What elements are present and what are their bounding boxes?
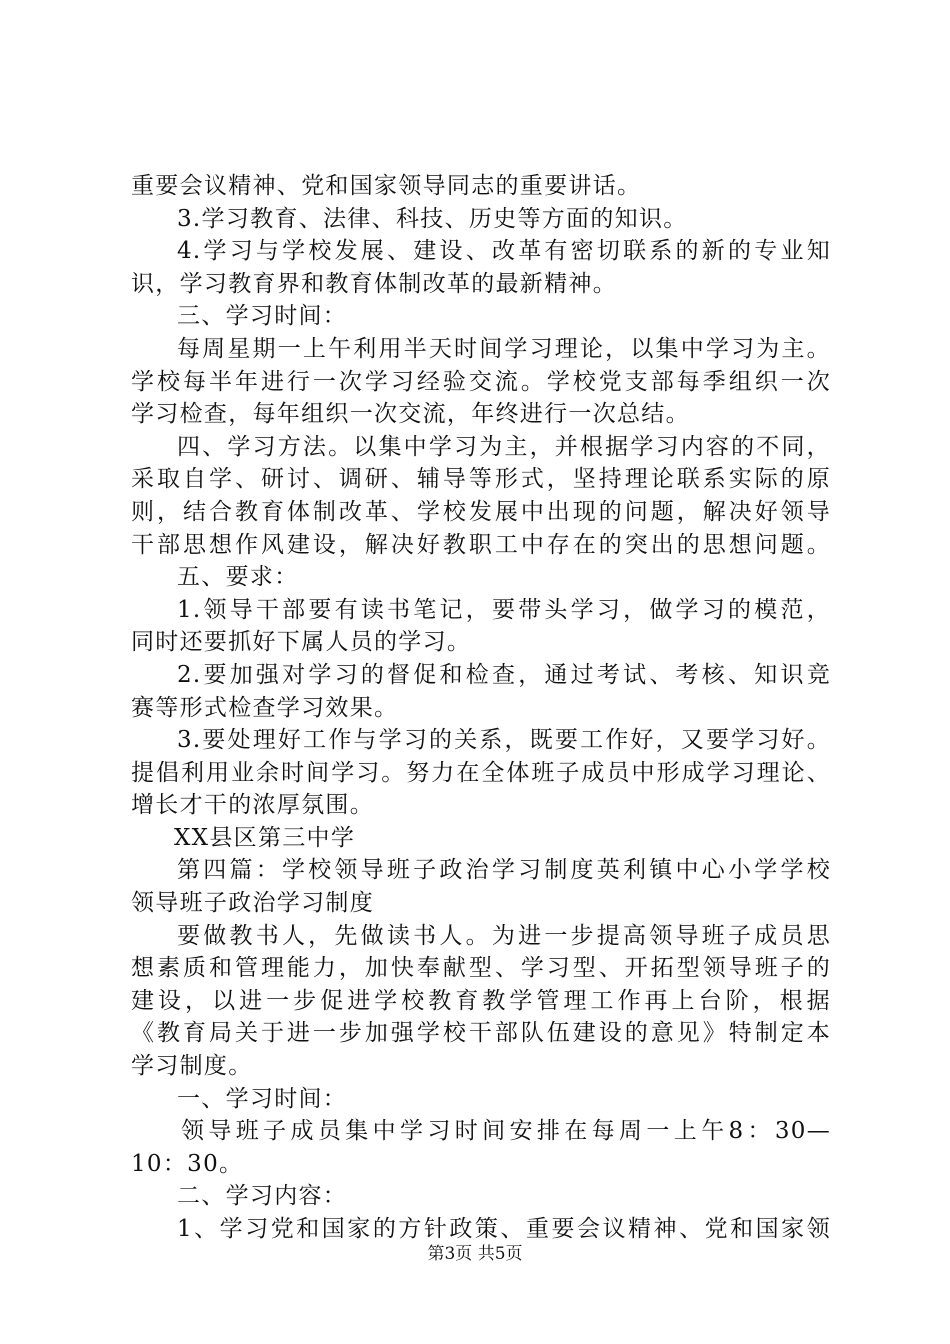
text-line: 4.学习与学校发展、建设、改革有密切联系的新的专业知 <box>177 238 831 265</box>
text-line: 领导班子成员集中学习时间安排在每周一上午8：30— <box>181 1118 831 1145</box>
text-line: 要做教书人，先做读书人。为进一步提高领导班子成员思 <box>177 922 831 949</box>
section-heading: 五、要求： <box>177 564 299 591</box>
text-line: 四、学习方法。以集中学习为主，并根据学习内容的不同， <box>177 433 831 460</box>
text-line: 同时还要抓好下属人员的学习。 <box>131 629 472 656</box>
text-line: 建设，以进一步促进学校教育教学管理工作再上台阶，根据 <box>131 987 831 1014</box>
text-line: 赛等形式检查学习效果。 <box>131 694 399 721</box>
text-line: 提倡利用业余时间学习。努力在全体班子成员中形成学习理论、 <box>131 759 831 786</box>
text-line: 3.要处理好工作与学习的关系，既要工作好，又要学习好。 <box>177 727 831 754</box>
text-line: 学校每半年进行一次学习经验交流。学校党支部每季组织一次 <box>131 368 831 395</box>
section-heading: 三、学习时间： <box>177 303 348 330</box>
text-line: 《教育局关于进一步加强学校干部队伍建设的意见》特制定本 <box>131 1020 831 1047</box>
text-line: 10：30。 <box>131 1150 244 1177</box>
text-line: 采取自学、研讨、调研、辅导等形式，坚持理论联系实际的原 <box>131 466 831 493</box>
text-line: 学习检查，每年组织一次交流，年终进行一次总结。 <box>131 401 690 428</box>
text-line: 学习制度。 <box>131 1053 253 1080</box>
text-line: 增长才干的浓厚氛围。 <box>131 792 374 819</box>
text-line: 每周星期一上午利用半天时间学习理论，以集中学习为主。 <box>177 335 831 362</box>
section-heading: 二、学习内容： <box>177 1183 348 1210</box>
text-line: 则，结合教育体制改革、学校发展中出现的问题，解决好领导 <box>131 498 831 525</box>
page-indicator: 第3页 共5页 <box>427 1244 523 1264</box>
text-line: 识，学习教育界和教育体制改革的最新精神。 <box>131 270 617 297</box>
text-line: 干部思想作风建设，解决好教职工中存在的突出的思想问题。 <box>131 531 831 558</box>
text-line: 2.要加强对学习的督促和检查，通过考试、考核、知识竞 <box>177 661 831 688</box>
text-line: 重要会议精神、党和国家领导同志的重要讲话。 <box>131 173 642 199</box>
school-name: XX县区第三中学 <box>174 824 356 851</box>
article-title-cont: 领导班子政治学习制度 <box>131 890 374 917</box>
text-line: 3.学习教育、法律、科技、历史等方面的知识。 <box>177 205 688 232</box>
document-body <box>131 170 831 1246</box>
article-title: 第四篇：学校领导班子政治学习制度英利镇中心小学学校 <box>177 857 831 884</box>
text-line: 想素质和管理能力，加快奉献型、学习型、开拓型领导班子的 <box>131 955 831 982</box>
text-line: 1.领导干部要有读书笔记，要带头学习，做学习的模范， <box>177 596 831 623</box>
text-line: 1、学习党和国家的方针政策、重要会议精神、党和国家领 <box>177 1216 831 1242</box>
section-heading: 一、学习时间： <box>177 1085 348 1112</box>
